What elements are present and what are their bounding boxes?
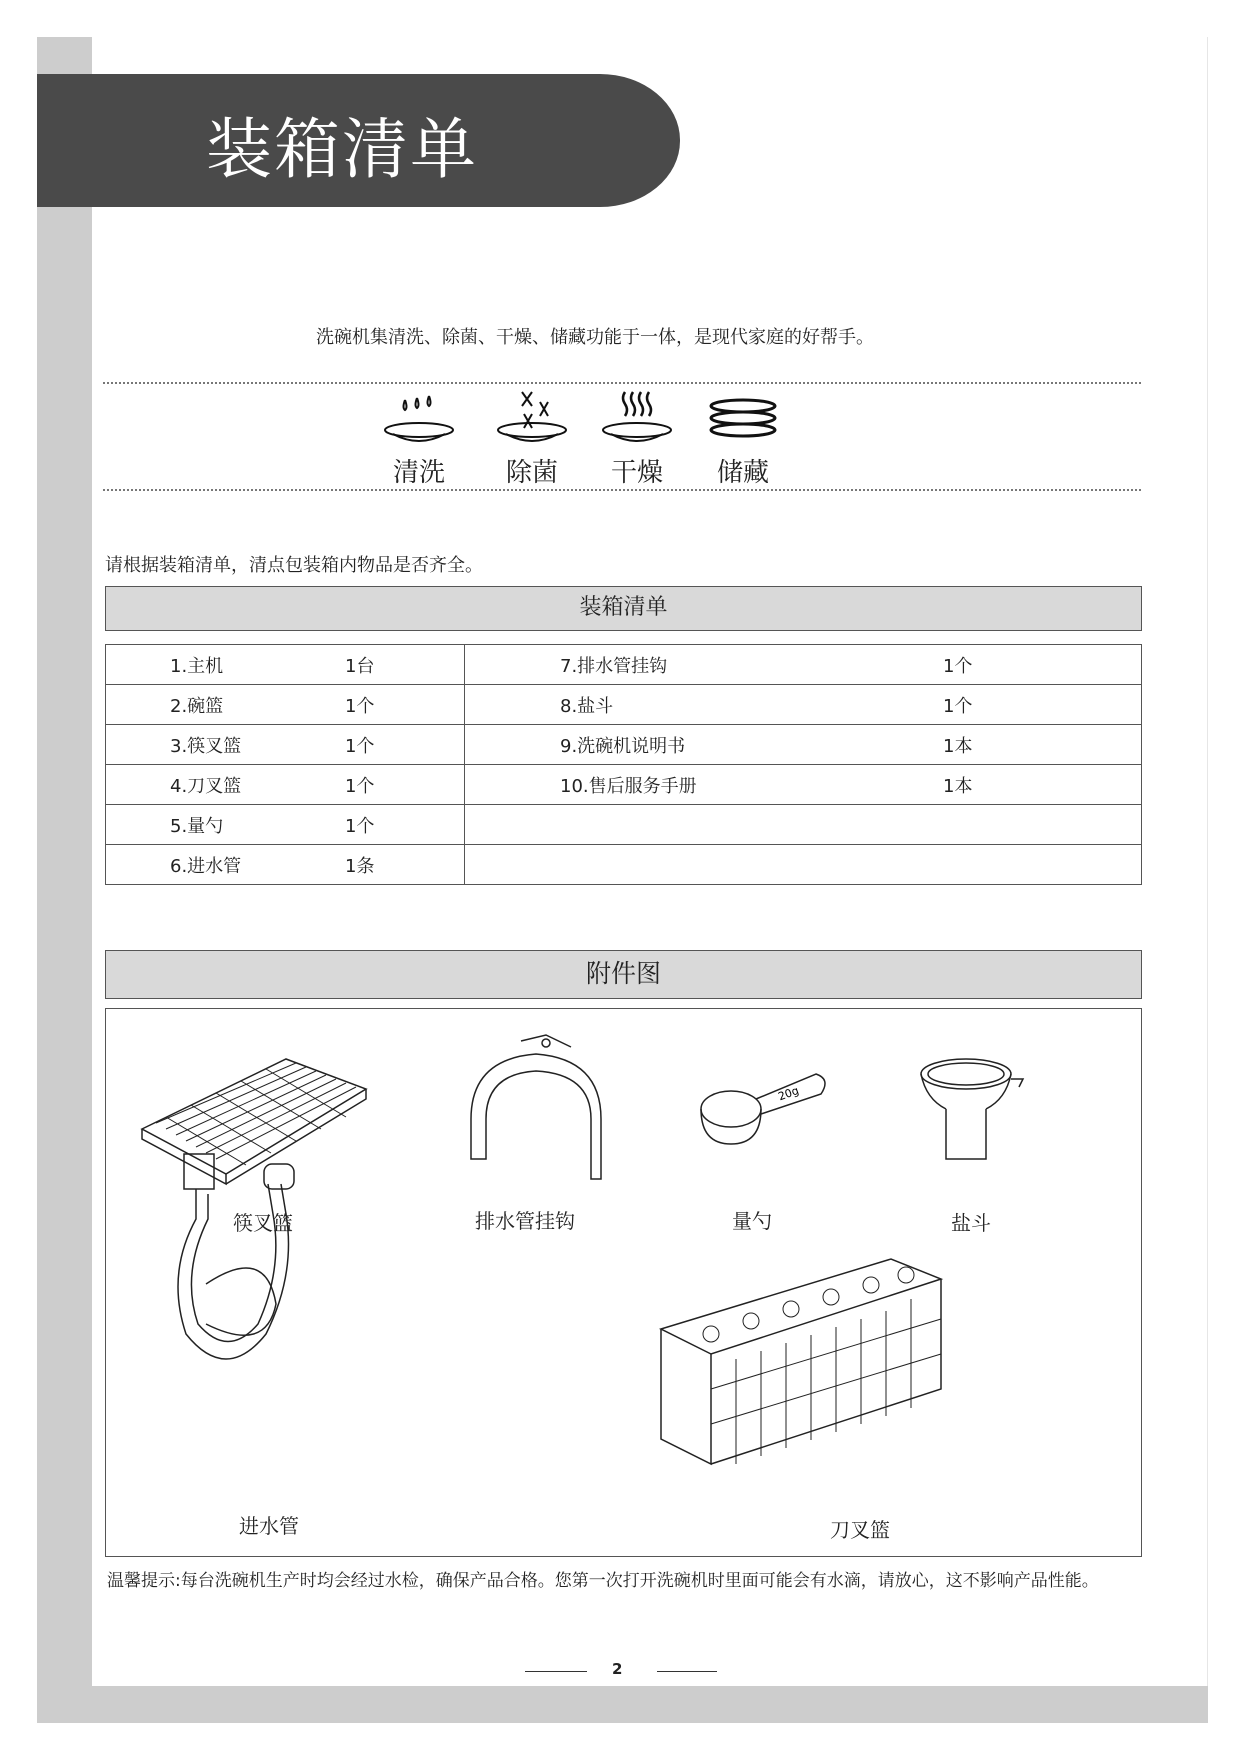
item-name: 7.排水管挂钩 [560,655,668,677]
page-number-rule [657,1671,717,1672]
item-qty: 1个 [943,695,973,717]
page-title: 装箱清单 [206,111,478,188]
table-row [106,805,1142,845]
item-qty: 1本 [943,775,973,797]
feature-label: 除菌 [505,458,558,488]
packing-list-header: 装箱清单 [105,586,1142,631]
table-cell [465,765,1142,805]
left-margin-bar [37,37,92,1723]
table-cell [106,725,465,765]
item-qty: 1条 [345,855,375,877]
table-row [106,685,1142,725]
measuring-spoon-illustration [696,1064,836,1164]
table-cell [106,845,465,885]
drain-hook-illustration [451,1029,621,1199]
storage-icon [703,388,783,448]
bottom-margin-bar [37,1686,1208,1723]
item-name: 5.量勺 [170,815,224,837]
accessory-label: 刀叉篮 [830,1518,890,1542]
wash-icon [379,388,459,448]
table-cell [106,685,465,725]
feature-wash [364,388,474,489]
warm-tip: 温馨提示:每台洗碗机生产时均会经过水检，确保产品合格。您第一次打开洗碗机时里面可能会有水滴，请放心，这不影响产品性能。 [107,1571,1099,1591]
inlet-hose-illustration [166,1144,346,1394]
divider [103,382,1141,384]
table-cell [465,805,1142,845]
item-name: 6.进水管 [170,855,242,877]
accessories-header: 附件图 [105,950,1142,999]
table-cell [106,765,465,805]
packing-list-table [105,644,1142,885]
table-row [106,765,1142,805]
item-qty: 1台 [345,655,375,677]
feature-storage [688,388,798,489]
item-qty: 1本 [943,735,973,757]
item-qty: 1个 [943,655,973,677]
accessory-label: 筷叉篮 [233,1211,293,1235]
table-cell [465,725,1142,765]
accessory-label: 盐斗 [951,1211,991,1235]
table-cell [465,685,1142,725]
item-qty: 1个 [345,735,375,757]
sterilize-icon [492,388,572,448]
item-name: 10.售后服务手册 [560,775,697,797]
table-row [106,725,1142,765]
table-cell [465,845,1142,885]
item-qty: 1个 [345,775,375,797]
feature-dry [582,388,692,489]
spoon-mark: 20g [776,1083,801,1104]
feature-sterilize [477,388,587,489]
salt-funnel-illustration [916,1049,1036,1169]
divider [103,489,1141,491]
table-row [106,845,1142,885]
table-cell [106,645,465,685]
table-cell [106,805,465,845]
feature-label: 干燥 [610,458,663,488]
instruction-text: 请根据装箱清单，清点包装箱内物品是否齐全。 [105,555,483,576]
accessories-figure [105,1008,1142,1557]
item-name: 9.洗碗机说明书 [560,735,686,757]
item-name: 4.刀叉篮 [170,775,242,797]
item-name: 2.碗篮 [170,695,224,717]
item-qty: 1个 [345,695,375,717]
table-row [106,645,1142,685]
intro-text: 洗碗机集清洗、除菌、干燥、储藏功能于一体，是现代家庭的好帮手。 [316,327,874,348]
accessory-label: 进水管 [239,1514,299,1538]
accessory-label: 排水管挂钩 [475,1209,575,1233]
knife-fork-basket-illustration [651,1239,961,1469]
feature-label: 清洗 [392,458,445,488]
page-edge [1207,37,1208,1686]
item-name: 3.筷叉篮 [170,735,242,757]
item-name: 8.盐斗 [560,695,614,717]
page-number-rule [525,1671,587,1672]
page-number: 2 [612,1660,623,1678]
dry-icon [597,388,677,448]
item-name: 1.主机 [170,655,224,677]
feature-label: 储藏 [716,458,769,488]
item-qty: 1个 [345,815,375,837]
table-cell [465,645,1142,685]
accessory-label: 量勺 [732,1209,772,1233]
